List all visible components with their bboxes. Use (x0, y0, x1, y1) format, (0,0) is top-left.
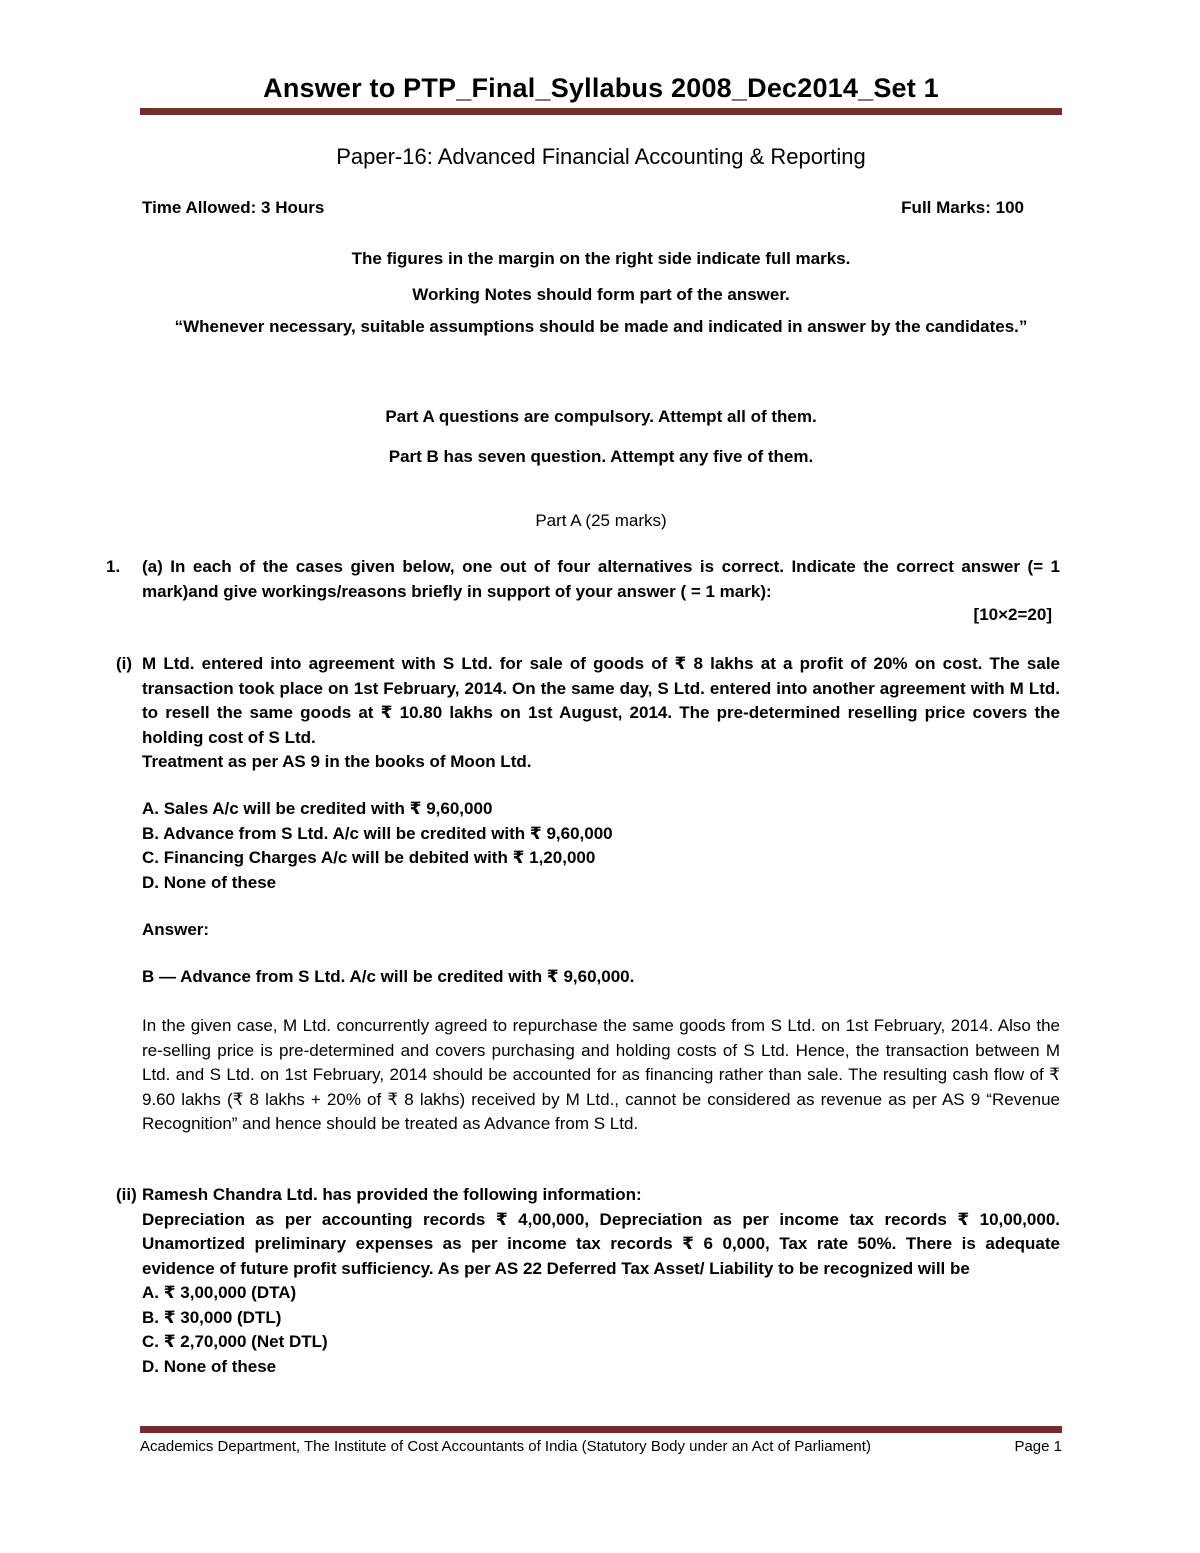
subquestion-label-ii: (ii) (116, 1185, 137, 1204)
footer-text: Academics Department, The Institute of Cost Accountants of India (Statutory Body under an Act of Parliament) (140, 1438, 871, 1455)
footer-rule (140, 1426, 1062, 1433)
subquestion-label-i: (i) (116, 654, 133, 673)
instruction-part-a: Part A questions are compulsory. Attempt all of them. (385, 407, 817, 426)
subquestion-i-text2: Treatment as per AS 9 in the books of Moon Ltd. (142, 752, 532, 771)
option-a: A. Sales A/c will be credited with ₹ 9,60,000 (142, 799, 493, 818)
subquestion-ii-text: Ramesh Chandra Ltd. has provided the following information: (142, 1185, 642, 1204)
time-allowed: Time Allowed: 3 Hours (142, 198, 325, 217)
subquestion-ii (142, 1183, 1060, 1379)
question-intro-text: (a) In each of the cases given below, one out of four alternatives is correct. Indicate the correct answer (= 1 mark)and give workings/reasons briefly in support of your answer ( = 1 mark): (142, 557, 1060, 601)
subquestion-ii-text2: Depreciation as per accounting records ₹ 4,00,000, Depreciation as per income tax records ₹ 10,00,000. Unamortized preliminary expenses as per income tax records ₹ 6 0,000, Tax rate 50%. There is adequate evidence of future profit sufficiency. As per AS 22 Deferred Tax Asset/ Liability to be recognized will be (142, 1209, 1060, 1278)
header-rule (140, 108, 1062, 115)
answer-text: B — Advance from S Ltd. A/c will be credited with ₹ 9,60,000. (142, 967, 635, 986)
instruction-part-b: Part B has seven question. Attempt any five of them. (388, 447, 814, 466)
full-marks: Full Marks: 100 (901, 198, 1024, 217)
option-c: C. ₹ 2,70,000 (Net DTL) (142, 1332, 328, 1351)
page-header-title: Answer to PTP_Final_Syllabus 2008_Dec2014_Set 1 (263, 73, 939, 103)
option-d: D. None of these (142, 1356, 277, 1376)
option-d: D. None of these (142, 872, 277, 892)
answer-label: Answer: (142, 920, 210, 939)
page-footer (140, 1438, 1062, 1455)
option-b: B. Advance from S Ltd. A/c will be credited with ₹ 9,60,000 (142, 823, 613, 843)
question-marks: [10×2=20] (973, 605, 1052, 624)
answer-explanation: In the given case, M Ltd. concurrently agreed to repurchase the same goods from S Ltd. on 1st February, 2014. Also the re-selling price is pre-determined and covers purchasing and holding costs of S Ltd. Hence, the transaction between M Ltd. and S Ltd. on 1st February, 2014 should be accounted for as financing rather than sale. The resulting cash flow of ₹ 9.60 lakhs (₹ 8 lakhs + 20% of ₹ 8 lakhs) received by M Ltd., cannot be considered as revenue as per AS 9 “Revenue Recognition” and hence should be treated as Advance from S Ltd. (142, 1016, 1060, 1133)
option-a: A. ₹ 3,00,000 (DTA) (142, 1283, 297, 1302)
subquestion-i (142, 652, 1060, 775)
paper-title: Paper-16: Advanced Financial Accounting & Reporting (336, 144, 866, 169)
instruction-margin-marks: The figures in the margin on the right side indicate full marks. (351, 249, 851, 268)
option-b: B. ₹ 30,000 (DTL) (142, 1307, 282, 1327)
subquestion-i-options (142, 797, 1060, 895)
question-number: 1. (106, 557, 121, 576)
subquestion-i-text: M Ltd. entered into agreement with S Ltd. for sale of goods of ₹ 8 lakhs at a profit of 20% on cost. The sale transaction took place on 1st February, 2014. On the same day, S Ltd. entered into another agreement with M Ltd. to resell the same goods at ₹ 10.80 lakhs on 1st August, 2014. The pre-determined reselling price covers the holding cost of S Ltd. (142, 654, 1060, 747)
part-a-heading: Part A (25 marks) (535, 511, 667, 530)
instruction-assumptions: “Whenever necessary, suitable assumptions should be made and indicated in answer by the candidates.” (174, 317, 1028, 336)
page-number: Page 1 (1014, 1438, 1062, 1455)
option-c: C. Financing Charges A/c will be debited with ₹ 1,20,000 (142, 848, 596, 867)
instruction-working-notes: Working Notes should form part of the answer. (412, 285, 790, 304)
question-intro (142, 555, 1060, 604)
